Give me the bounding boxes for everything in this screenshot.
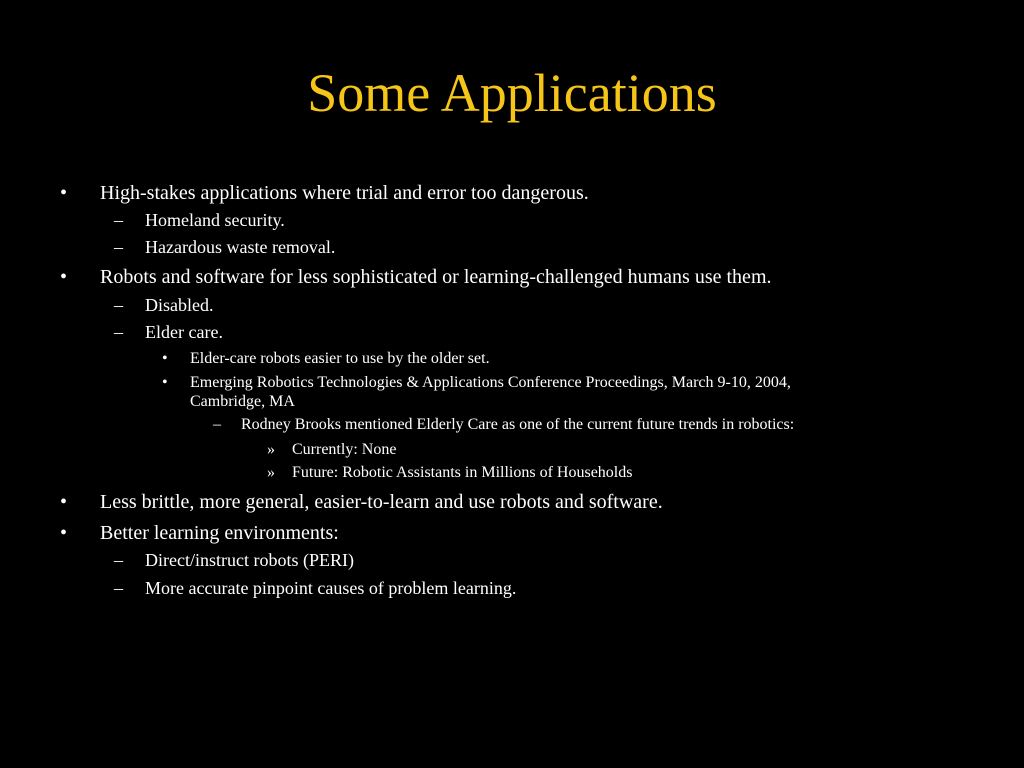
sub-bullet-text: Hazardous waste removal. xyxy=(145,237,336,257)
sub-sub-bullet-text: Elder-care robots easier to use by the older set. xyxy=(190,350,490,367)
level5-marker: » xyxy=(267,464,275,481)
dash-marker: – xyxy=(114,237,123,257)
sub-bullet-text: Disabled. xyxy=(145,295,214,315)
bullet-text: High-stakes applications where trial and error too dangerous. xyxy=(100,182,589,204)
slide-title: Some Applications xyxy=(307,63,717,123)
bullet-marker: • xyxy=(60,491,68,513)
dash-marker: – xyxy=(114,578,123,598)
sub-bullet-text: Direct/instruct robots (PERI) xyxy=(145,550,354,570)
level4-dash-marker: – xyxy=(213,416,221,433)
dash-marker: – xyxy=(114,550,123,570)
bullet-marker: • xyxy=(60,182,68,204)
level5-text: Currently: None xyxy=(292,441,397,458)
level5-marker: » xyxy=(267,441,275,458)
sub-bullet-text: More accurate pinpoint causes of problem learning. xyxy=(145,578,517,598)
sub-bullet-text: Elder care. xyxy=(145,322,223,342)
sub-sub-bullet-text-continued: Cambridge, MA xyxy=(190,393,295,410)
bullet-marker: • xyxy=(60,266,68,288)
bullet-text: Less brittle, more general, easier-to-learn and use robots and software. xyxy=(100,491,663,513)
bullet-text: Robots and software for less sophisticated or learning-challenged humans use them. xyxy=(100,266,772,288)
dash-marker: – xyxy=(114,322,123,342)
sub-sub-bullet-marker: • xyxy=(162,374,168,391)
sub-sub-bullet-text: Emerging Robotics Technologies & Applications Conference Proceedings, March 9-10, 2004, xyxy=(190,374,791,391)
level5-text: Future: Robotic Assistants in Millions of Households xyxy=(292,464,633,481)
sub-bullet-text: Homeland security. xyxy=(145,210,285,230)
dash-marker: – xyxy=(114,210,123,230)
bullet-text: Better learning environments: xyxy=(100,522,339,544)
dash-marker: – xyxy=(114,295,123,315)
bullet-marker: • xyxy=(60,522,68,544)
level4-text: Rodney Brooks mentioned Elderly Care as one of the current future trends in robotics: xyxy=(241,416,795,433)
sub-sub-bullet-marker: • xyxy=(162,350,168,367)
